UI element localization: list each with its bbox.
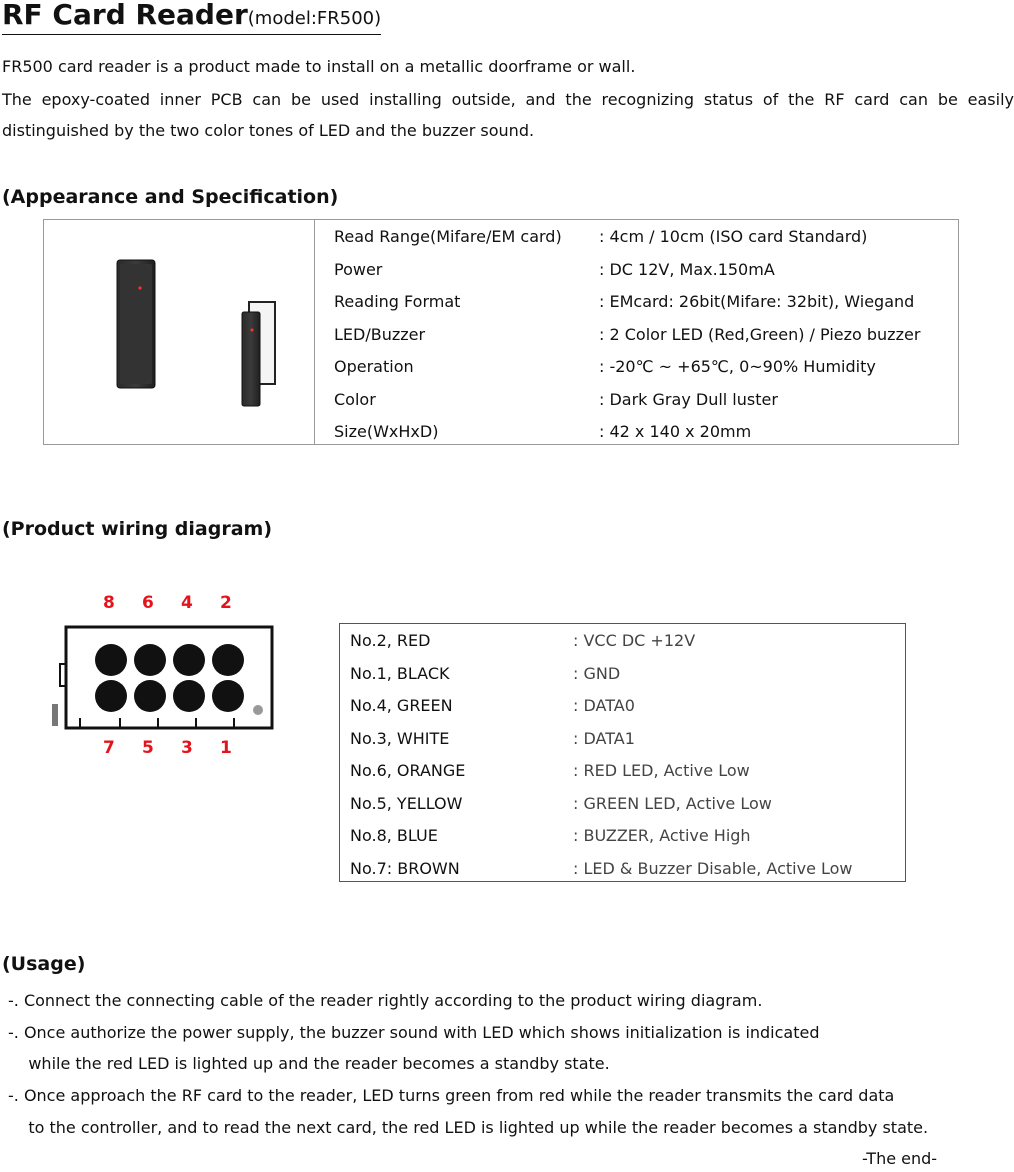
spec-key: Operation — [334, 357, 414, 376]
wiring-row — [350, 856, 853, 889]
spec-value: : EMcard: 26bit(Mifare: 32bit), Wiegand — [599, 292, 915, 311]
usage-heading: (Usage) — [2, 953, 86, 975]
spec-row — [334, 419, 920, 452]
wiring-heading: (Product wiring diagram) — [2, 518, 273, 540]
intro-line-3: distinguished by the two color tones of LED and the buzzer sound. — [2, 121, 535, 140]
title-main: RF Card Reader — [2, 0, 248, 31]
wiring-row — [350, 628, 853, 661]
spec-key: Size(WxHxD) — [334, 422, 439, 441]
wire-key: No.4, GREEN — [350, 696, 453, 715]
wire-value: : GND — [573, 663, 621, 683]
pin-label: 3 — [181, 738, 193, 758]
pin-label: 7 — [103, 738, 115, 758]
spec-value: : -20℃ ~ +65℃, 0~90% Humidity — [599, 357, 876, 376]
spec-key: Reading Format — [334, 292, 461, 311]
wire-key: No.8, BLUE — [350, 826, 438, 845]
wire-key: No.5, YELLOW — [350, 793, 463, 813]
connector-icon — [52, 624, 276, 732]
spec-heading: (Appearance and Specification) — [2, 186, 339, 208]
wire-value: : RED LED, Active Low — [573, 761, 750, 780]
spec-table — [43, 219, 959, 445]
wire-value: : LED & Buzzer Disable, Active Low — [573, 858, 853, 878]
spec-key: Power — [334, 259, 383, 279]
spec-row — [334, 224, 920, 257]
spec-rows — [334, 224, 920, 452]
spec-value: : Dark Gray Dull luster — [599, 389, 778, 409]
spec-row — [334, 387, 920, 420]
spec-row — [334, 322, 920, 355]
wire-value: : VCC DC +12V — [573, 631, 696, 650]
usage-item: -. Once authorize the power supply, the buzzer sound with LED which shows initialization is indicated — [8, 1023, 820, 1042]
wiring-row — [350, 693, 853, 726]
spec-value: : 2 Color LED (Red,Green) / Piezo buzzer — [599, 324, 921, 344]
wiring-row — [350, 758, 853, 791]
spec-value: : DC 12V, Max.150mA — [599, 259, 775, 279]
pin-label: 6 — [142, 593, 154, 613]
spec-row — [334, 354, 920, 387]
wire-key: No.7: BROWN — [350, 858, 460, 878]
wire-value: : DATA0 — [573, 696, 635, 715]
spec-value: : 4cm / 10cm (ISO card Standard) — [599, 227, 868, 246]
wiring-rows — [350, 628, 853, 888]
card-reader-illustration — [44, 220, 314, 444]
usage-item: -. Connect the connecting cable of the reader rightly according to the product wiring diagram. — [8, 991, 763, 1010]
spec-key: Read Range(Mifare/EM card) — [334, 227, 562, 246]
wire-key: No.1, BLACK — [350, 663, 450, 683]
wiring-row — [350, 791, 853, 824]
wire-value: : GREEN LED, Active Low — [573, 793, 772, 813]
wire-key: No.6, ORANGE — [350, 761, 466, 780]
connector-diagram — [52, 624, 276, 736]
pin-label: 8 — [103, 593, 115, 613]
wire-key: No.2, RED — [350, 631, 431, 650]
usage-item: while the red LED is lighted up and the reader becomes a standby state. — [8, 1054, 610, 1073]
wire-key: No.3, WHITE — [350, 728, 450, 748]
usage-item: -. Once approach the RF card to the reader, LED turns green from red while the reader transmits the card data — [8, 1086, 895, 1105]
wiring-row — [350, 823, 853, 856]
title-model: (model:FR500) — [247, 8, 382, 29]
pin-label: 5 — [142, 738, 154, 758]
pin-label: 1 — [220, 738, 232, 758]
spec-row — [334, 257, 920, 290]
pin-label: 4 — [181, 593, 193, 613]
wire-value: : DATA1 — [573, 728, 635, 748]
product-photo — [44, 220, 315, 444]
intro-line-1: FR500 card reader is a product made to install on a metallic doorframe or wall. — [2, 57, 636, 76]
end-note: -The end- — [862, 1149, 938, 1168]
pin-label: 2 — [220, 593, 232, 613]
wiring-table — [339, 623, 906, 882]
spec-value: : 42 x 140 x 20mm — [599, 422, 752, 441]
wiring-row — [350, 661, 853, 694]
spec-row — [334, 289, 920, 322]
wire-value: : BUZZER, Active High — [573, 826, 751, 845]
page-title — [2, 0, 381, 35]
spec-key: LED/Buzzer — [334, 324, 426, 344]
wiring-row — [350, 726, 853, 759]
usage-item: to the controller, and to read the next card, the red LED is lighted up while the reader becomes a standby state. — [8, 1118, 929, 1137]
intro-line-2: The epoxy-coated inner PCB can be used installing outside, and the recognizing status of the RF card can be easily — [2, 90, 1014, 109]
spec-key: Color — [334, 389, 376, 409]
